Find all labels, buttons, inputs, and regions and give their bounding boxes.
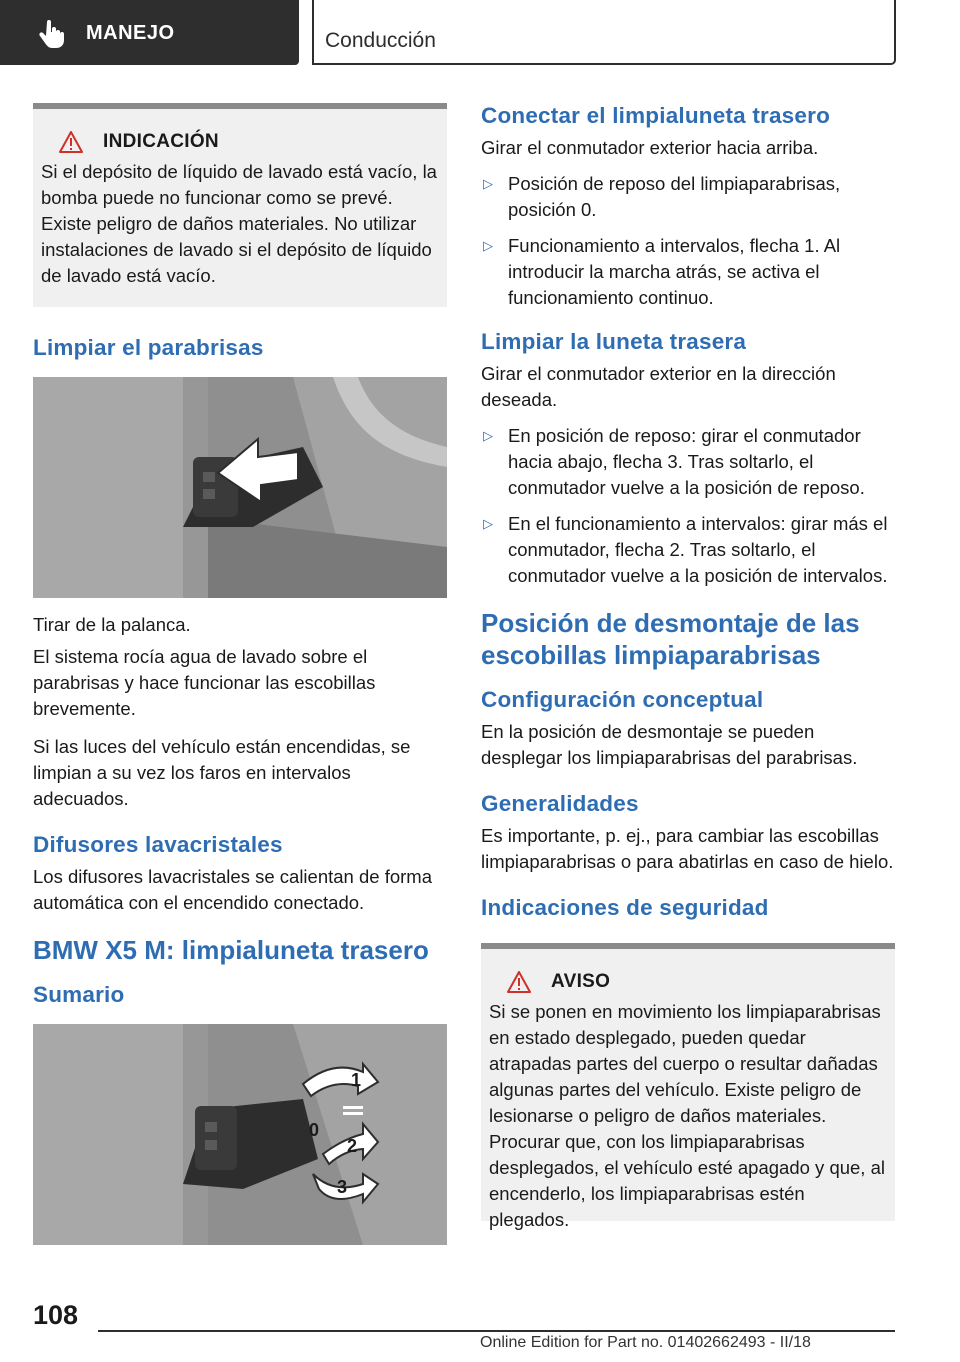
arrow-label-1: 1 <box>351 1070 362 1090</box>
heading-indicaciones: Indicaciones de seguridad <box>481 895 769 920</box>
bullet-arrow-icon: ▷ <box>483 428 493 443</box>
text-generalidades: Es importante, p. ej., para cambiar las escobillas limpiaparabrisas o para abatirlas en caso de hielo. <box>481 825 894 872</box>
footer-divider <box>98 1330 895 1332</box>
notice-text: Si se ponen en movimiento los limpiaparabrisas en estado desplegado, pueden quedar atrapadas partes del cuerpo o resultar dañadas algunas partes del vehículo. Existe peligro de lesionarse o peligro de daños materiales. Procurar que, con los limpiaparabrisas desplegados, el vehículo esté apagado y que, al encenderlo, los limpiaparabrisas estén plegados. <box>489 1001 885 1230</box>
rear-wiper-photo <box>33 1024 447 1245</box>
wiper-lever-photo <box>33 377 447 598</box>
list-item-text: Posición de reposo del limpiaparabrisas, posición 0. <box>508 173 841 220</box>
heading-generalidades: Generalidades <box>481 791 639 816</box>
page-number: 108 <box>33 1300 79 1330</box>
heading-sumario: Sumario <box>33 982 125 1007</box>
notice-box <box>33 103 447 307</box>
list-item <box>481 423 895 501</box>
heading-bmw-x5m: BMW X5 M: limpialuneta trasero <box>33 935 429 965</box>
heading-conectar: Conectar el limpialuneta trasero <box>481 103 831 128</box>
notice-box <box>481 943 895 1230</box>
heading-limpiar-parabrisas: Limpiar el parabrisas <box>33 335 264 360</box>
list-item-text: Funcionamiento a intervalos, flecha 1. Al introducir la marcha atrás, se activa el funcionamiento continuo. <box>508 235 841 308</box>
text-difusores: Los difusores lavacristales se calientan de forma automática con el encendido conectado. <box>33 866 432 913</box>
heading-difusores: Difusores lavacristales <box>33 832 283 857</box>
heading-configuracion: Configuración conceptual <box>481 687 764 712</box>
text-tirar: Tirar de la palanca. <box>33 614 191 635</box>
rear-wiper-illustration <box>33 1024 447 1245</box>
heading-posicion-desmontaje: Posición de desmontaje de las escobillas limpiaparabrisas <box>481 608 860 670</box>
list-item <box>481 171 895 223</box>
right-column <box>481 103 895 1230</box>
list-item-text: En posición de reposo: girar el conmutador hacia abajo, flecha 3. Tras soltarlo, el conmutador vuelve a la posición de reposo. <box>508 425 865 498</box>
edition-text: Online Edition for Part no. 01402662493 - II/18 <box>480 1334 811 1351</box>
warning-icon <box>59 131 83 153</box>
section-tab <box>0 0 299 65</box>
hand-pointer-icon <box>38 18 68 48</box>
text-luces: Si las luces del vehículo están encendidas, se limpian a su vez los faros en intervalos adecuados. <box>33 736 411 809</box>
section-title: MANEJO <box>86 22 175 44</box>
list-item <box>481 511 895 589</box>
arrow-label-3: 3 <box>337 1177 348 1197</box>
text-configuracion: En la posición de desmontaje se pueden desplegar los limpiaparabrisas del parabrisas. <box>481 721 858 768</box>
heading-limpiar-luneta: Limpiar la luneta trasera <box>481 329 747 354</box>
list-item <box>481 233 895 311</box>
text-girar: Girar el conmutador exterior hacia arriba. <box>481 137 819 158</box>
warning-icon <box>507 971 531 993</box>
text-girar2: Girar el conmutador exterior en la dirección deseada. <box>481 363 836 410</box>
chapter-title: Conducción <box>325 29 436 52</box>
wiper-lever-illustration <box>33 377 447 598</box>
bullet-arrow-icon: ▷ <box>483 516 493 531</box>
arrow-label-2: 2 <box>347 1136 358 1156</box>
left-column <box>33 103 447 1245</box>
notice-text: Si el depósito de líquido de lavado está vacío, la bomba puede no funcionar como se prevé. Existe peligro de daños materiales. No utilizar instalaciones de lavado si el depósito de líquido de lavado está vacío. <box>41 161 437 286</box>
text-sistema: El sistema rocía agua de lavado sobre el parabrisas y hace funcionar las escobillas brevemente. <box>33 646 376 719</box>
arrow-label-0: 0 <box>309 1120 320 1140</box>
notice-title: AVISO <box>551 971 611 992</box>
list-item-text: En el funcionamiento a intervalos: girar más el conmutador, flecha 2. Tras soltarlo, el conmutador vuelve a la posición de intervalos. <box>508 513 888 586</box>
bullet-arrow-icon: ▷ <box>483 176 493 191</box>
notice-title: INDICACIÓN <box>103 131 219 152</box>
bullet-arrow-icon: ▷ <box>483 238 493 253</box>
